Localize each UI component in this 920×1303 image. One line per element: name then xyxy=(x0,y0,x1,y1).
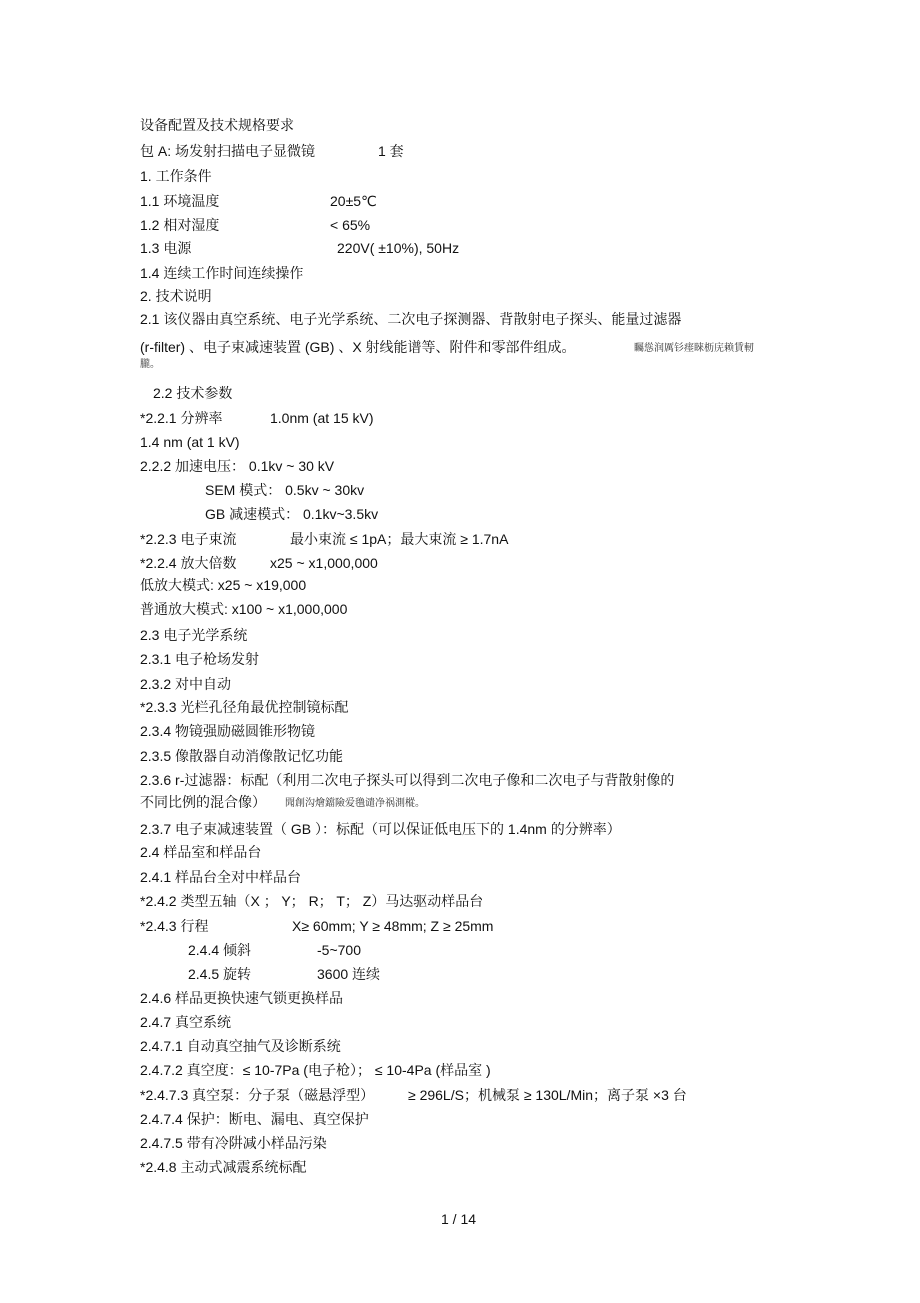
spec-value: 最小束流 ≤ 1pA；最大束流 ≥ 1.7nA xyxy=(290,531,509,547)
text-line: 2.4.1 样品台全对中样品台 xyxy=(140,869,302,885)
text-line: SEM 模式： 0.5kv ~ 30kv xyxy=(205,482,365,498)
garbled-text: 矚慫润厲钐瘗睞枥庑赖賃軔 xyxy=(634,343,754,354)
spec-key: 1.3 电源 xyxy=(140,240,192,256)
text-line: *2.4.2 类型五轴（X ； Y； R； T； Z）马达驱动样品台 xyxy=(140,893,484,909)
text-line: 2.4.7.1 自动真空抽气及诊断系统 xyxy=(140,1038,341,1054)
text-line: 2.2.2 加速电压： 0.1kv ~ 30 kV xyxy=(140,458,335,474)
spec-value: 1.0nm (at 15 kV) xyxy=(270,410,374,426)
spec-key: *2.2.4 放大倍数 xyxy=(140,555,237,571)
text-line: 2.3.7 电子束减速装置（ GB ）：标配（可以保证低电压下的 1.4nm 的分辨率） xyxy=(140,821,621,837)
spec-value: x25 ~ x1,000,000 xyxy=(270,555,378,571)
text-line: 普通放大模式: x100 ~ x1,000,000 xyxy=(140,601,348,617)
text-line: 2.4.7 真空系统 xyxy=(140,1014,232,1030)
text-line: 2.3.4 物镜强励磁圆锥形物镜 xyxy=(140,723,316,739)
spec-key: 1.1 环境温度 xyxy=(140,193,220,209)
spec-key: *2.2.1 分辨率 xyxy=(140,410,223,426)
section-heading: 2.3 电子光学系统 xyxy=(140,627,248,643)
spec-key: *2.4.3 行程 xyxy=(140,918,209,934)
section-heading: 2. 技术说明 xyxy=(140,288,212,304)
text-line: 2.4.7.5 带有冷阱减小样品污染 xyxy=(140,1135,327,1151)
package-label: 包 A: 场发射扫描电子显微镜 xyxy=(140,143,316,159)
spec-value: 3600 连续 xyxy=(317,966,381,982)
text-line: 1.4 连续工作时间连续操作 xyxy=(140,265,304,281)
spec-key: 1.2 相对湿度 xyxy=(140,217,220,233)
spec-value: X≥ 60mm; Y ≥ 48mm; Z ≥ 25mm xyxy=(292,918,494,934)
text-line: 2.4.7.2 真空度：≤ 10-7Pa (电子枪）； ≤ 10-4Pa (样品室 ) xyxy=(140,1062,491,1078)
text-line: 1.4 nm (at 1 kV) xyxy=(140,434,240,450)
spec-key: 2.4.5 旋转 xyxy=(188,966,252,982)
text-line: GB 减速模式： 0.1kv~3.5kv xyxy=(205,506,379,522)
text-line: 低放大模式: x25 ~ x19,000 xyxy=(140,577,307,593)
doc-title: 设备配置及技术规格要求 xyxy=(140,117,294,133)
text-line: 2.3.1 电子枪场发射 xyxy=(140,651,260,667)
section-heading: 2.4 样品室和样品台 xyxy=(140,844,262,860)
text-line: 2.1 该仪器由真空系统、电子光学系统、二次电子探测器、背散射电子探头、能量过滤器 xyxy=(140,311,682,327)
text-line: *2.4.7.3 真空泵：分子泵（磁悬浮型） xyxy=(140,1087,375,1103)
text-line: 2.4.6 样品更换快速气锁更换样品 xyxy=(140,990,344,1006)
spec-value: < 65% xyxy=(330,217,371,233)
text-line: ≥ 296L/S；机械泵 ≥ 130L/Min；离子泵 ×3 台 xyxy=(408,1087,687,1103)
spec-value: -5~700 xyxy=(317,942,361,958)
section-heading: 1. 工作条件 xyxy=(140,168,212,184)
text-line: *2.4.8 主动式减震系统标配 xyxy=(140,1159,307,1175)
text-line: (r-filter) 、电子束减速装置 (GB) 、X 射线能谱等、附件和零部件组成。 xyxy=(140,339,576,355)
page-number: 1 / 14 xyxy=(441,1211,477,1227)
text-line: 2.3.5 像散器自动消像散记忆功能 xyxy=(140,748,344,764)
text-line: 2.3.6 r-过滤器：标配（利用二次电子探头可以得到二次电子像和二次电子与背散射像的 xyxy=(140,772,675,788)
spec-value: 220V( ±10%), 50Hz xyxy=(337,240,460,256)
garbled-text: 聞創沟燴鐺險爱氇谴净祸測樅。 xyxy=(285,798,425,809)
garbled-text: 朧。 xyxy=(140,359,160,370)
text-line: *2.3.3 光栏孔径角最优控制镜标配 xyxy=(140,699,349,715)
spec-key: *2.2.3 电子束流 xyxy=(140,531,237,547)
text-line: 2.3.2 对中自动 xyxy=(140,676,232,692)
text-line: 2.4.7.4 保护：断电、漏电、真空保护 xyxy=(140,1111,369,1127)
package-qty: 1 套 xyxy=(378,143,404,159)
section-heading: 2.2 技术参数 xyxy=(153,385,233,401)
spec-key: 2.4.4 倾斜 xyxy=(188,942,252,958)
text-line: 不同比例的混合像） xyxy=(140,794,266,810)
spec-value: 20±5℃ xyxy=(330,193,377,209)
